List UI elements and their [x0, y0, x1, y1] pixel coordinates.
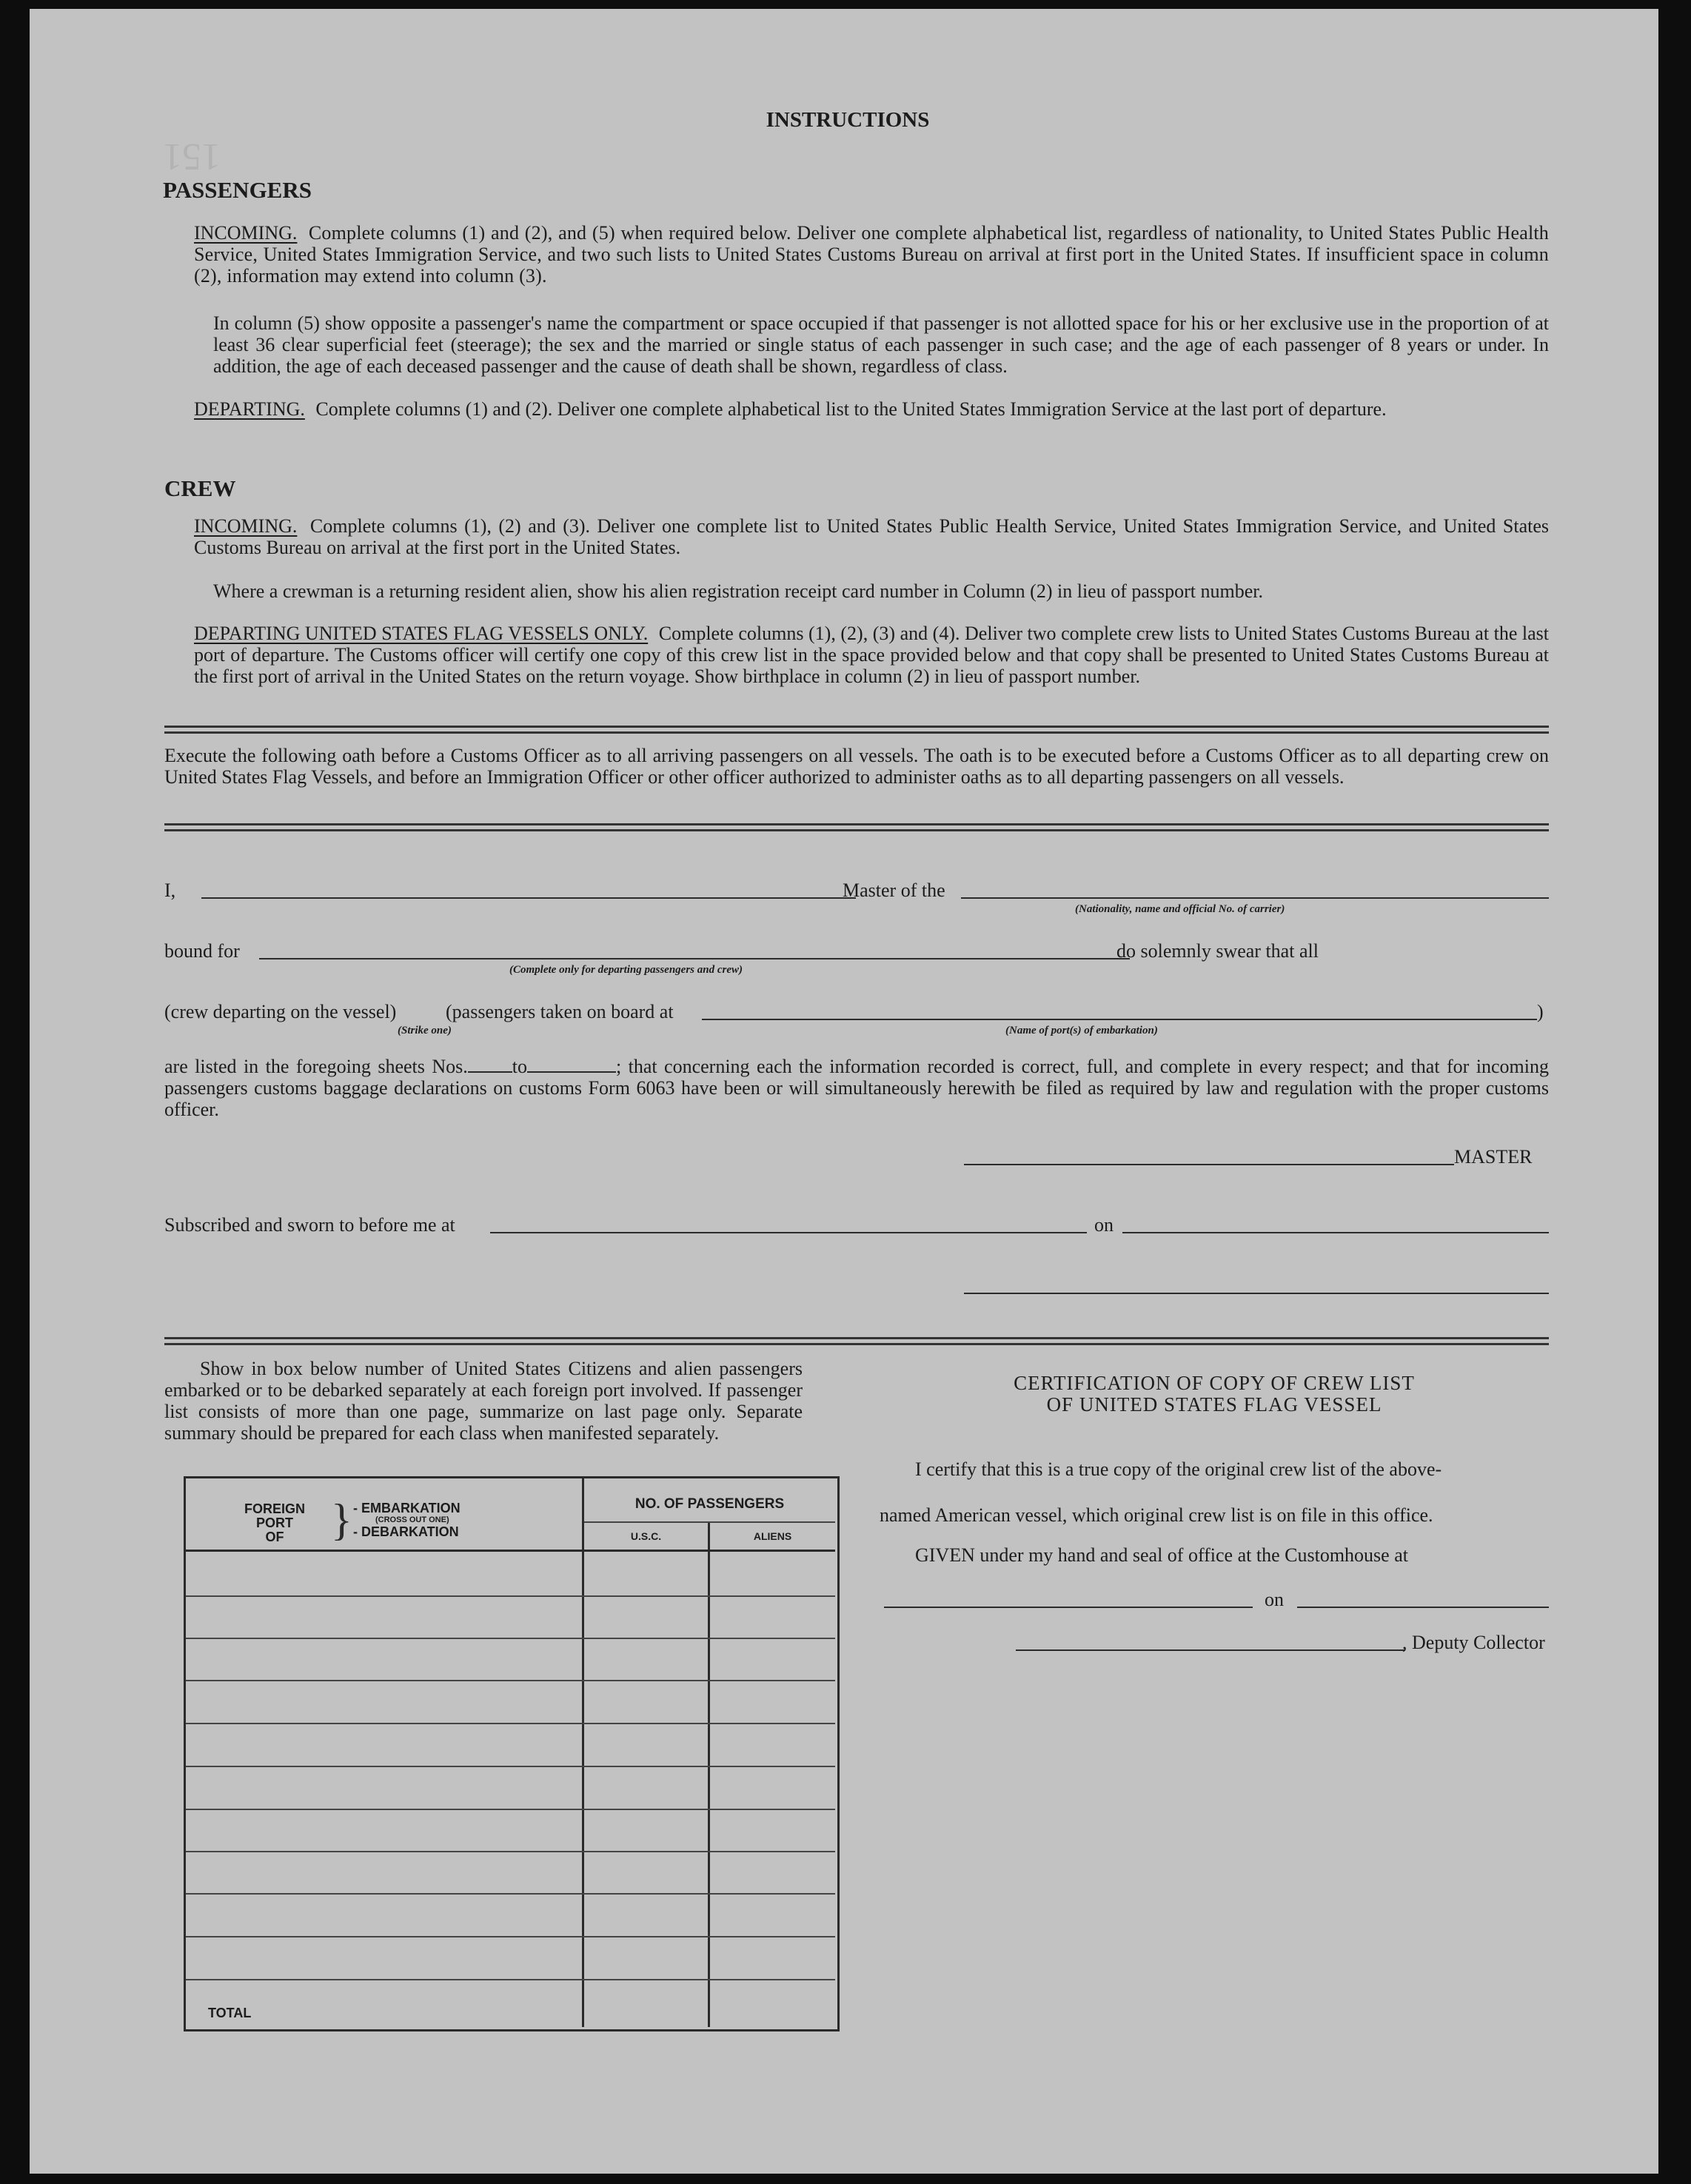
table-row[interactable]	[186, 1766, 835, 1767]
passengers-incoming-paragraph	[194, 222, 1549, 287]
page-number-mark: 151	[163, 135, 221, 178]
listed-rest: ; that concerning each the information recorded is correct, full, and complete in every respect; and that for incoming passengers customs baggage declarations on customs Form 6063 have been or will simultaneously herewith be filed as required by law and regulation with the proper customs officer.	[164, 1056, 1549, 1120]
divider-rule	[164, 823, 1549, 825]
crew-incoming-label: INCOMING.	[194, 515, 298, 537]
passenger-summary-table	[184, 1476, 840, 2031]
master-of-the-label: Master of the	[843, 880, 945, 901]
crew-resident-paragraph: Where a crewman is a returning resident alien, show his alien registration receipt card number in Column (2) in lieu of passport number.	[213, 580, 1264, 602]
divider-rule	[164, 726, 1549, 728]
passengers-incoming-text: Complete columns (1) and (2), and (5) when required below. Deliver one complete alphabetical list, regardless of nationality, to United States Public Health Service, United States Immigration Service, and two such lists to United States Customs Bureau on arrival at first port in the United States. If insufficient space in column (2), information may extend into column (3).	[194, 222, 1550, 287]
form-page	[30, 9, 1658, 2174]
cert-on-label: on	[1265, 1589, 1284, 1610]
sworn-date-field[interactable]	[1122, 1232, 1549, 1233]
table-header-bottom	[186, 1550, 835, 1552]
deputy-collector-label: , Deputy Collector	[1402, 1632, 1545, 1653]
master-name-field[interactable]	[201, 897, 856, 899]
table-row[interactable]	[186, 1851, 835, 1852]
to-label: to	[512, 1056, 527, 1077]
sheet-from-field[interactable]	[468, 1056, 512, 1073]
master-label: MASTER	[1454, 1146, 1533, 1168]
divider-rule	[164, 1337, 1549, 1339]
table-row[interactable]	[186, 1893, 835, 1895]
table-row[interactable]	[186, 1936, 835, 1937]
certification-title-line2: OF UNITED STATES FLAG VESSEL	[1046, 1393, 1382, 1416]
master-signature-field[interactable]	[964, 1164, 1454, 1165]
passengers-heading: PASSENGERS	[163, 177, 312, 203]
passengers-column5-paragraph: In column (5) show opposite a passenger's name the compartment or space occupied if that passenger is not allotted space for his or her exclusive use in the proportion of at least 36 clear superficial feet (steerage); the sex and the married or single status of each passenger in such case; and the age of each passenger of 8 years or under. In addition, the age of each deceased passenger and the cause of death shall be shown, regardless of class.	[213, 312, 1549, 377]
port-hint: (Name of port(s) of embarkation)	[1005, 1025, 1158, 1036]
certify-line2: named American vessel, which original crew list is on file in this office.	[880, 1504, 1433, 1526]
oath-intro-paragraph: Execute the following oath before a Customs Officer as to all arriving passengers on all vessels. The oath is to be executed before a Customs Officer as to all departing crew on United States Flag Vessels, and before an Immigration Officer or other officer authorized to administer oaths as to all departing passengers on all vessels.	[164, 745, 1549, 788]
debarkation-label[interactable]: - DEBARKATION	[353, 1524, 459, 1539]
passengers-departing-text: Complete columns (1) and (2). Deliver one complete alphabetical list to the United States Immigration Service at the last port of departure.	[315, 398, 1387, 420]
crew-incoming-paragraph	[194, 515, 1549, 558]
col-of-label: OF	[265, 1530, 284, 1544]
officer-signature-field[interactable]	[964, 1293, 1549, 1294]
table-divider	[708, 1523, 710, 2027]
passengers-departing-paragraph	[194, 398, 1549, 420]
page-title: INSTRUCTIONS	[766, 108, 930, 132]
table-row[interactable]	[186, 1638, 835, 1639]
sworn-place-field[interactable]	[490, 1232, 1087, 1233]
cross-out-hint: (CROSS OUT ONE)	[375, 1515, 449, 1524]
no-passengers-header: NO. OF PASSENGERS	[634, 1496, 785, 1512]
nationality-hint: (Nationality, name and official No. of carrier)	[1075, 903, 1285, 915]
col-port-label: PORT	[255, 1515, 293, 1530]
embark-debark-labels	[353, 1501, 461, 1539]
summary-instructions: Show in box below number of United States Citizens and alien passengers embarked or to be debarked separately at each foreign port involved. If passenger list consists of more than one page, summarize on last page only. Separate summary should be prepared for each class when manifested separately.	[164, 1358, 803, 1444]
usc-header: U.S.C.	[630, 1530, 662, 1542]
table-row[interactable]	[186, 1595, 835, 1597]
crew-departing-text: Complete columns (1), (2), (3) and (4). Deliver two complete crew lists to United States Customs Bureau at the last port of departure. The Customs officer will certify one copy of this crew list in the space provided below and that copy shall be presented to United States Customs Bureau at the first port of arrival in the United States on the return voyage. Show birthplace in column (2) in lieu of passport number.	[194, 623, 1550, 687]
divider-rule	[164, 1343, 1549, 1345]
carrier-field[interactable]	[961, 897, 1549, 899]
strike-one-hint: (Strike one)	[398, 1025, 452, 1036]
total-label: TOTAL	[208, 2006, 252, 2020]
col-foreign-port	[223, 1502, 327, 1544]
col-foreign-label: FOREIGN	[244, 1501, 305, 1516]
listed-paragraph	[164, 1056, 1549, 1120]
passengers-departing-label: DEPARTING.	[194, 398, 305, 420]
aliens-header: ALIENS	[753, 1530, 792, 1542]
customhouse-field[interactable]	[884, 1607, 1253, 1608]
table-row[interactable]	[186, 1723, 835, 1724]
passengers-incoming-label: INCOMING.	[194, 222, 298, 244]
listed-prefix: are listed in the foregoing sheets Nos.	[164, 1056, 468, 1077]
sworn-on-label: on	[1094, 1214, 1114, 1236]
table-row[interactable]	[186, 1809, 835, 1810]
deputy-signature-field[interactable]	[1016, 1649, 1405, 1651]
close-paren: )	[1537, 1001, 1544, 1022]
crew-departing-option[interactable]: (crew departing on the vessel)	[164, 1001, 397, 1022]
bound-for-field[interactable]	[259, 958, 1130, 959]
table-row[interactable]	[186, 1979, 835, 1980]
table-divider	[584, 1521, 835, 1523]
divider-rule	[164, 731, 1549, 734]
divider-rule	[164, 829, 1549, 831]
crew-departing-paragraph	[194, 623, 1549, 687]
given-line: GIVEN under my hand and seal of office at the Customhouse at	[915, 1544, 1408, 1566]
subscribed-label: Subscribed and sworn to before me at	[164, 1214, 455, 1236]
table-row[interactable]	[186, 1680, 835, 1681]
cert-date-field[interactable]	[1297, 1607, 1549, 1608]
swear-label: do solemnly swear that all	[1116, 940, 1319, 962]
passengers-taken-option[interactable]: (passengers taken on board at	[446, 1001, 674, 1022]
table-divider	[582, 1478, 584, 2027]
certify-line1: I certify that this is a true copy of the original crew list of the above-	[915, 1458, 1442, 1480]
brace-icon: }	[331, 1495, 352, 1544]
complete-only-hint: (Complete only for departing passengers and crew)	[509, 964, 743, 976]
certification-title-line1: CERTIFICATION OF COPY OF CREW LIST	[1014, 1372, 1415, 1394]
bound-for-label: bound for	[164, 940, 240, 962]
crew-incoming-text: Complete columns (1), (2) and (3). Deliver one complete list to United States Public Health Service, United States Immigration Service, and United States Customs Bureau on arrival at the first port in the United States.	[194, 515, 1550, 558]
crew-heading: CREW	[164, 475, 236, 501]
embarkation-label[interactable]: - EMBARKATION	[353, 1501, 461, 1515]
sheet-to-field[interactable]	[527, 1056, 616, 1073]
oath-i-label: I,	[164, 880, 176, 901]
crew-departing-label: DEPARTING UNITED STATES FLAG VESSELS ONLY.	[194, 623, 649, 644]
certification-title	[880, 1373, 1549, 1416]
embarkation-port-field[interactable]	[702, 1019, 1537, 1020]
